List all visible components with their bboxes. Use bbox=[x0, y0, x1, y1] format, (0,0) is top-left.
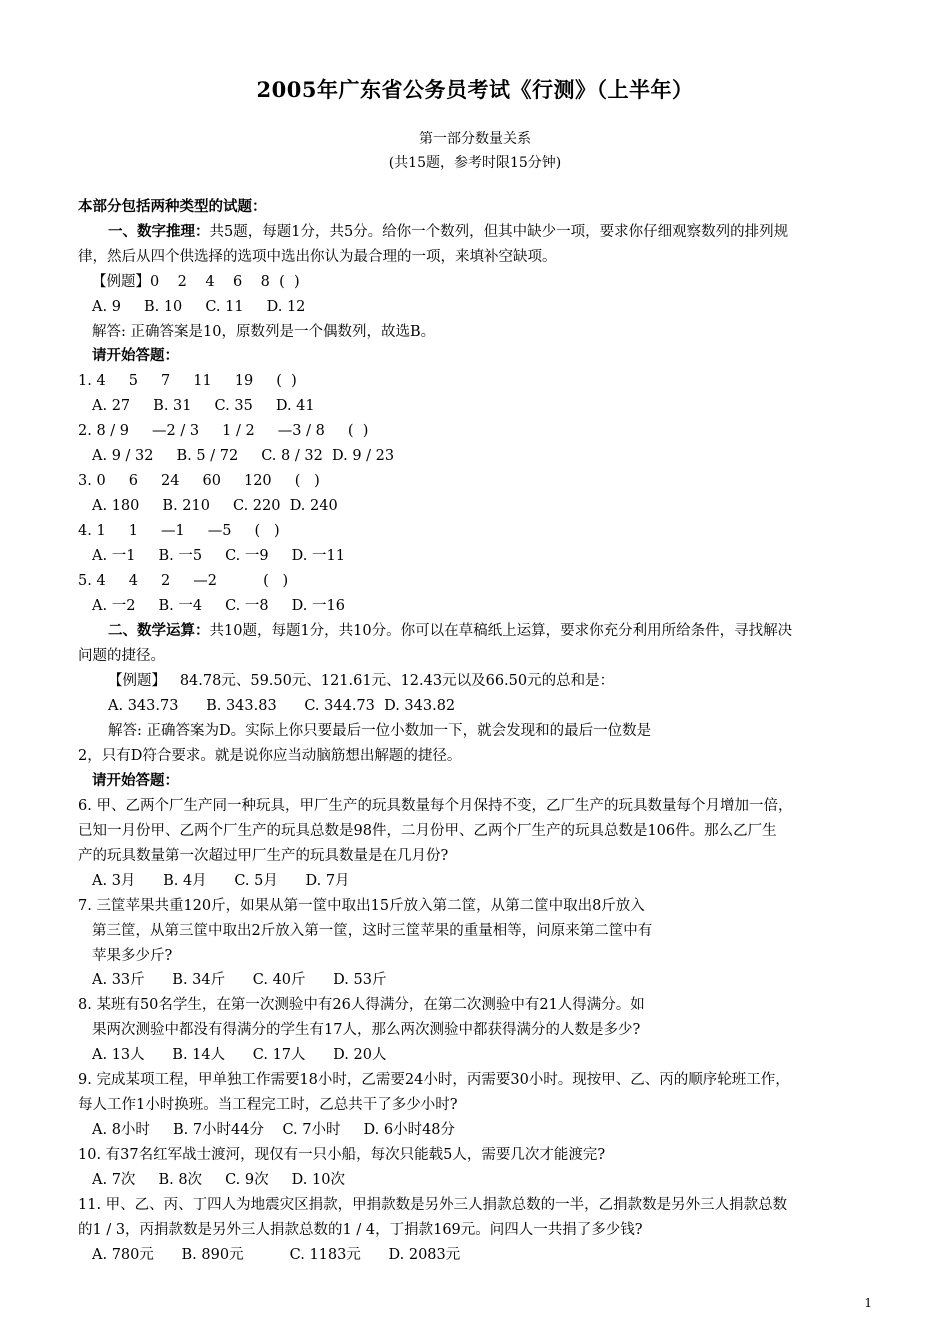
section2-desc-line1 bbox=[108, 621, 792, 641]
q2-stem: 2. 8 / 9 —2 / 3 1 / 2 —3 / 8 ( ) bbox=[78, 423, 369, 439]
section1-desc-line1 bbox=[108, 222, 788, 242]
q4-stem: 4. 1 1 —1 —5 ( ) bbox=[78, 523, 280, 539]
q5-options: A. 一2 B. 一4 C. 一8 D. 一16 bbox=[92, 598, 345, 614]
section1-heading: 一、数字推理： bbox=[108, 223, 210, 240]
q6-line3: 产的玩具数量第一次超过甲厂生产的玩具数量是在几月份? bbox=[78, 848, 449, 864]
section2-answer-line2: 2，只有D符合要求。就是说你应当动脑筋想出解题的捷径。 bbox=[78, 748, 462, 764]
page-number: 1 bbox=[864, 1296, 872, 1310]
page-title: 2005年广东省公务员考试《行测》（上半年） bbox=[256, 77, 694, 102]
section2-example: 【例题】 84.78元、59.50元、121.61元、12.43元以及66.50元的总和是： bbox=[108, 673, 615, 689]
q9-line2: 每人工作1小时换班。当工程完工时，乙总共干了多少小时? bbox=[78, 1097, 458, 1113]
section2-desc-line2: 问题的捷径。 bbox=[78, 648, 165, 664]
q10-options: A. 7次 B. 8次 C. 9次 D. 10次 bbox=[92, 1172, 345, 1188]
q7-line1: 7. 三筐苹果共重120斤，如果从第一筐中取出15斤放入第二筐，从第二筐中取出8斤放入 bbox=[78, 898, 645, 914]
q11-options: A. 780元 B. 890元 C. 1183元 D. 2083元 bbox=[92, 1247, 461, 1263]
section2-heading: 二、数学运算： bbox=[108, 622, 210, 639]
section2-example-options: A. 343.73 B. 343.83 C. 344.73 D. 343.82 bbox=[108, 698, 456, 714]
q3-options: A. 180 B. 210 C. 220 D. 240 bbox=[92, 498, 338, 514]
q11-line2: 的1 / 3，丙捐款数是另外三人捐款总数的1 / 4，丁捐款169元。问四人一共捐了多少钱? bbox=[78, 1222, 643, 1238]
section1-answer: 解答: 正确答案是10，原数列是一个偶数列，故选B。 bbox=[92, 324, 436, 340]
part-heading: 第一部分数量关系 bbox=[419, 131, 531, 147]
section1-desc-a: 共5题，每题1分，共5分。给你一个数列，但其中缺少一项，要求你仔细观察数列的排列规 bbox=[209, 224, 789, 240]
q8-line2: 果两次测验中都没有得满分的学生有17人，那么两次测验中都获得满分的人数是多少? bbox=[92, 1022, 641, 1038]
q10-line1: 10. 有37名红军战士渡河，现仅有一只小船，每次只能载5人，需要几次才能渡完? bbox=[78, 1147, 606, 1163]
q6-line1: 6. 甲、乙两个厂生产同一种玩具，甲厂生产的玩具数量每个月保持不变，乙厂生产的玩具数量每个月增加一倍， bbox=[78, 798, 793, 814]
q7-line3: 苹果多少斤? bbox=[92, 948, 173, 964]
q6-options: A. 3月 B. 4月 C. 5月 D. 7月 bbox=[92, 873, 350, 889]
q2-options: A. 9 / 32 B. 5 / 72 C. 8 / 32 D. 9 / 23 bbox=[92, 448, 395, 464]
section1-desc-line2: 律，然后从四个供选择的选项中选出你认为最合理的一项，来填补空缺项。 bbox=[78, 249, 557, 265]
section2-start: 请开始答题： bbox=[92, 772, 179, 789]
q8-options: A. 13人 B. 14人 C. 17人 D. 20人 bbox=[92, 1047, 387, 1063]
q1-stem: 1. 4 5 7 11 19 ( ) bbox=[78, 373, 297, 389]
intro-text: 本部分包括两种类型的试题： bbox=[78, 198, 267, 215]
q9-options: A. 8小时 B. 7小时44分 C. 7小时 D. 6小时48分 bbox=[92, 1122, 456, 1138]
section1-start: 请开始答题： bbox=[92, 347, 179, 364]
section2-desc-a: 共10题，每题1分，共10分。你可以在草稿纸上运算，要求你充分利用所给条件，寻找解决 bbox=[209, 623, 793, 639]
q3-stem: 3. 0 6 24 60 120 ( ) bbox=[78, 473, 320, 489]
section2-answer-line1: 解答: 正确答案为D。实际上你只要最后一位小数加一下，就会发现和的最后一位数是 bbox=[108, 723, 652, 739]
section1-example-options: A. 9 B. 10 C. 11 D. 12 bbox=[92, 299, 306, 315]
q6-line2: 已知一月份甲、乙两个厂生产的玩具总数是98件，二月份甲、乙两个厂生产的玩具总数是106件。那么乙厂生 bbox=[78, 823, 777, 839]
q11-line1: 11. 甲、乙、丙、丁四人为地震灾区捐款，甲捐款数是另外三人捐款总数的一半，乙捐款数是另外三人捐款总数 bbox=[78, 1197, 788, 1213]
q5-stem: 5. 4 4 2 —2 ( ) bbox=[78, 573, 289, 589]
q1-options: A. 27 B. 31 C. 35 D. 41 bbox=[92, 398, 315, 414]
part-note: (共15题，参考时限15分钟) bbox=[388, 155, 562, 171]
section1-example: 【例题】0 2 4 6 8 ( ) bbox=[92, 274, 300, 290]
q7-line2: 第三筐，从第三筐中取出2斤放入第一筐，这时三筐苹果的重量相等，问原来第二筐中有 bbox=[92, 923, 653, 939]
q8-line1: 8. 某班有50名学生，在第一次测验中有26人得满分，在第二次测验中有21人得满分。如 bbox=[78, 997, 645, 1013]
q9-line1: 9. 完成某项工程，甲单独工作需要18小时，乙需要24小时，丙需要30小时。现按甲、乙、丙的顺序轮班工作， bbox=[78, 1072, 790, 1088]
q7-options: A. 33斤 B. 34斤 C. 40斤 D. 53斤 bbox=[92, 972, 387, 988]
q4-options: A. 一1 B. 一5 C. 一9 D. 一11 bbox=[92, 548, 345, 564]
